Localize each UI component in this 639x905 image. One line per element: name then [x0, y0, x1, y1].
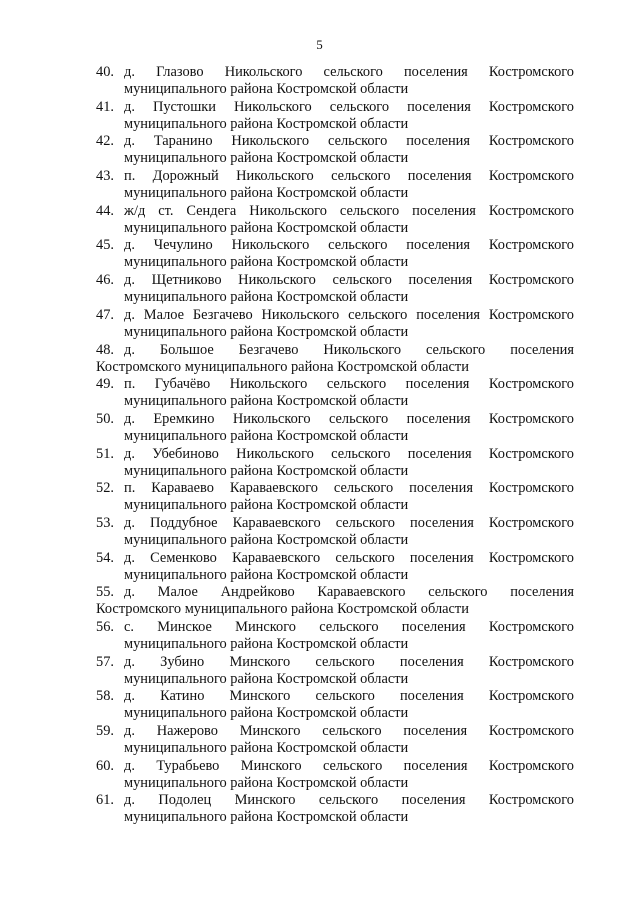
item-text-line-1: д. Подолец Минского сельского поселения Костромского — [124, 792, 574, 809]
item-text-line-1: п. Караваево Караваевского сельского поселения Костромского — [124, 480, 574, 497]
item-text-line-1: д. Малое Безгачево Никольского сельского поселения Костромского — [124, 306, 574, 323]
item-text-line-1: д. Глазово Никольского сельского поселения Костромского — [124, 64, 574, 80]
item-number: 40. — [96, 64, 114, 80]
item-text — [124, 64, 574, 98]
item-number: 46. — [96, 272, 114, 289]
item-number: 48. — [96, 341, 114, 358]
item-text-line-2: муниципального района Костромской области — [124, 289, 409, 306]
item-text-line-2: муниципального района Костромской области — [124, 185, 409, 202]
item-text — [124, 99, 574, 133]
item-text-line-1: д. Поддубное Караваевского сельского поселения Костромского — [124, 514, 574, 531]
settlement-list — [96, 64, 574, 827]
item-number: 54. — [96, 549, 114, 566]
item-text-line-2: Костромского муниципального района Костромской области — [96, 601, 469, 618]
item-text-line-2: муниципального района Костромской области — [124, 809, 409, 826]
item-number: 44. — [96, 202, 114, 219]
item-text-line-1: с. Минское Минского сельского поселения Костромского — [124, 619, 574, 635]
item-number: 41. — [96, 98, 114, 115]
page-number: 5 — [316, 37, 323, 52]
item-number: 51. — [96, 445, 114, 462]
item-number: 59. — [96, 723, 114, 740]
item-text — [124, 168, 574, 202]
item-number: 60. — [96, 757, 114, 774]
item-text-line-1: д. Пустошки Никольского сельского поселения Костромского — [124, 98, 574, 115]
list-item — [96, 758, 574, 793]
item-text — [124, 411, 574, 445]
item-text-line-1: д. Чечулино Никольского сельского поселения Костромского — [124, 237, 574, 254]
item-text-line-2: муниципального района Костромской области — [124, 323, 409, 340]
item-text-line-2: Костромского муниципального района Костромской области — [96, 358, 469, 375]
item-number: 56. — [96, 619, 114, 635]
item-text — [124, 203, 574, 237]
list-item — [96, 99, 574, 134]
item-text-line-1: д. Еремкино Никольского сельского поселения Костромского — [124, 410, 574, 427]
item-text-line-1: д. Щетниково Никольского сельского поселения Костромского — [124, 272, 574, 289]
item-text — [124, 133, 574, 167]
item-text-line-1: д. Малое Андрейково Караваевского сельского поселения — [124, 584, 574, 601]
item-number: 42. — [96, 133, 114, 150]
item-text-line-2: муниципального района Костромской области — [124, 636, 409, 652]
item-text-line-2: муниципального района Костромской области — [124, 462, 409, 479]
item-number: 49. — [96, 376, 114, 393]
list-item — [96, 688, 574, 723]
item-text — [124, 550, 574, 584]
item-text-line-2: муниципального района Костромской области — [124, 427, 409, 444]
list-item — [96, 133, 574, 168]
list-item — [96, 654, 574, 689]
item-text — [124, 446, 574, 480]
item-text-line-2: муниципального района Костромской области — [124, 150, 409, 167]
item-text-line-2: муниципального района Костромской области — [124, 219, 409, 236]
list-item — [96, 307, 574, 342]
list-item — [96, 446, 574, 481]
item-number: 57. — [96, 653, 114, 670]
list-item — [96, 480, 574, 515]
item-text — [124, 515, 574, 549]
item-number: 45. — [96, 237, 114, 254]
item-text-line-2: муниципального района Костромской области — [124, 740, 409, 757]
list-item — [96, 64, 574, 99]
list-item — [96, 411, 574, 446]
list-item — [96, 792, 574, 827]
item-text — [124, 376, 574, 410]
item-text-line-1: д. Катино Минского сельского поселения Костромского — [124, 688, 574, 705]
item-number: 50. — [96, 410, 114, 427]
item-number: 55. — [96, 584, 114, 601]
item-text — [124, 480, 574, 514]
item-text-line-2: муниципального района Костромской области — [124, 774, 409, 791]
item-number: 61. — [96, 792, 114, 809]
item-text-line-2: муниципального района Костромской области — [124, 705, 409, 722]
list-item — [96, 168, 574, 203]
item-text-line-2: муниципального района Костромской области — [124, 254, 409, 271]
item-number: 52. — [96, 480, 114, 497]
item-text — [124, 688, 574, 722]
item-number: 53. — [96, 514, 114, 531]
list-item — [96, 272, 574, 307]
item-text-line-2: муниципального района Костромской области — [124, 670, 409, 687]
item-text — [124, 307, 574, 341]
item-text-line-1: д. Убебиново Никольского сельского поселения Костромского — [124, 445, 574, 462]
item-text-line-2: муниципального района Костромской области — [124, 115, 409, 132]
item-text-line-1: д. Большое Безгачево Никольского сельского поселения — [124, 341, 574, 358]
item-text — [124, 619, 574, 653]
item-text — [124, 758, 574, 792]
item-text — [124, 654, 574, 688]
item-text-line-1: д. Семенково Караваевского сельского поселения Костромского — [124, 549, 574, 566]
list-item — [96, 515, 574, 550]
list-item — [96, 237, 574, 272]
list-item — [96, 584, 574, 619]
item-text — [124, 723, 574, 757]
item-text-line-1: д. Турабьево Минского сельского поселения Костромского — [124, 757, 574, 774]
item-text-line-1: д. Зубино Минского сельского поселения Костромского — [124, 653, 574, 670]
item-number: 58. — [96, 688, 114, 705]
list-item — [96, 723, 574, 758]
list-item — [96, 342, 574, 377]
item-number: 47. — [96, 306, 114, 323]
item-text-line-2: муниципального района Костромской области — [124, 393, 409, 410]
item-text-line-2: муниципального района Костромской области — [124, 531, 409, 548]
item-text-line-1: п. Дорожный Никольского сельского поселения Костромского — [124, 168, 574, 185]
list-item — [96, 376, 574, 411]
item-text-line-1: д. Нажерово Минского сельского поселения Костромского — [124, 723, 574, 740]
list-item — [96, 619, 574, 654]
list-item — [96, 550, 574, 585]
item-text-line-1: ж/д ст. Сендега Никольского сельского поселения Костромского — [124, 202, 574, 219]
item-number: 43. — [96, 168, 114, 185]
item-text — [124, 792, 574, 826]
item-text-line-2: муниципального района Костромской области — [124, 497, 409, 514]
item-text-line-1: п. Губачёво Никольского сельского поселения Костромского — [124, 376, 574, 393]
item-text-line-2: муниципального района Костромской области — [124, 81, 409, 97]
item-text-line-1: д. Таранино Никольского сельского поселения Костромского — [124, 133, 574, 150]
item-text — [124, 237, 574, 271]
item-text-line-2: муниципального района Костромской области — [124, 566, 409, 583]
item-text — [124, 272, 574, 306]
list-item — [96, 203, 574, 238]
